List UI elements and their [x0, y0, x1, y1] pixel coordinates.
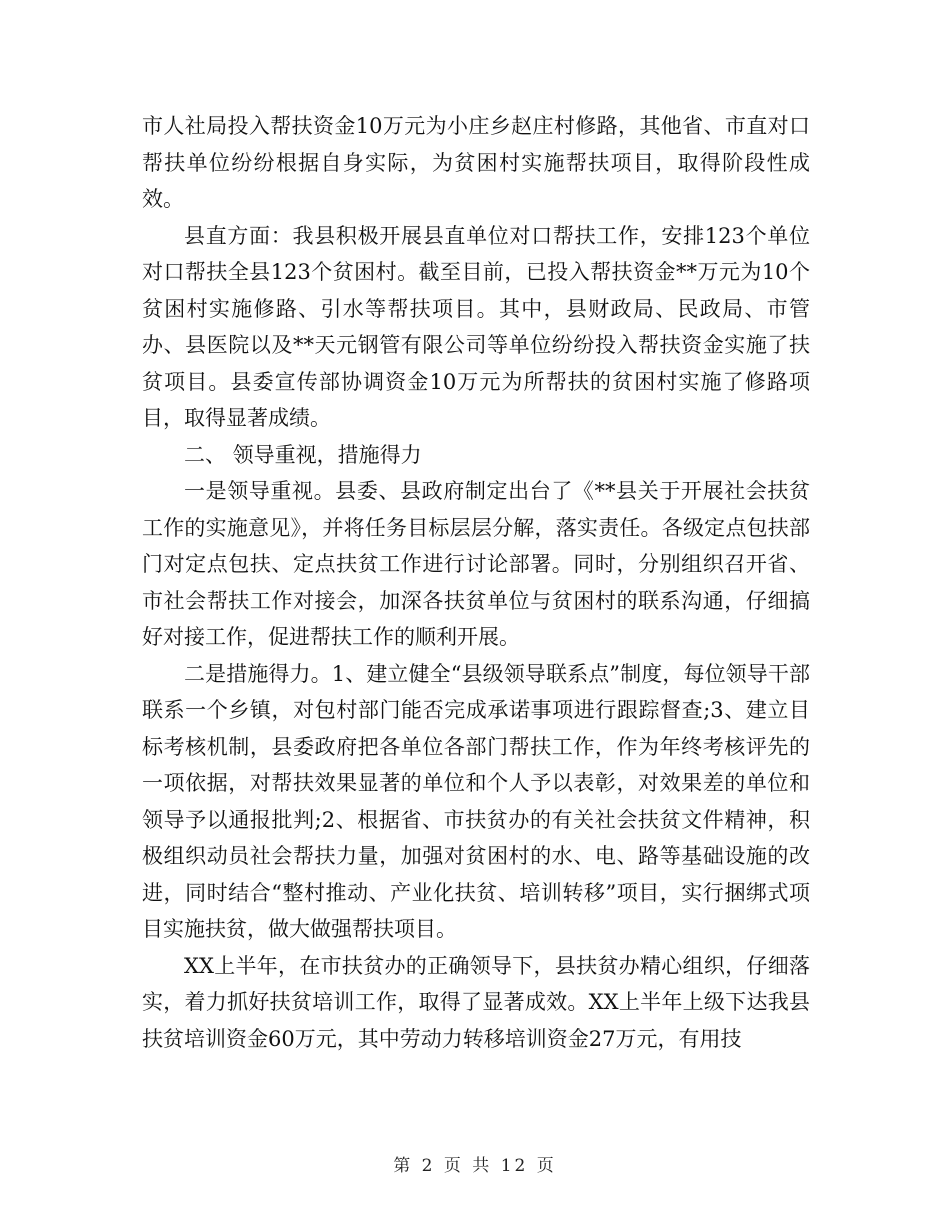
page-number-footer: 第 2 页 共 12 页 — [393, 1156, 557, 1176]
paragraph-continuation: 市人社局投入帮扶资金10万元为小庄乡赵庄村修路，其他省、市直对口帮扶单位纷纷根据自身实际，为贫困村实施帮扶项目，取得阶段性成效。 — [142, 114, 810, 211]
section-heading: 二、 领导重视，措施得力 — [184, 442, 422, 467]
paragraph-county-direct: 县直方面：我县积极开展县直单位对口帮扶工作，安排123个单位对口帮扶全县123个贫困村。截至目前，已投入帮扶资金**万元为10个贫困村实施修路、引水等帮扶项目。其中，县财政局、民政局、市管办、县医院以及**天元钢管有限公司等单位纷纷投入帮扶资金实施了扶贫项目。县委宣传部协调资金10万元为所帮扶的贫困村实施了修路项目，取得显著成绩。 — [142, 223, 810, 430]
paragraph-measures: 二是措施得力。1、建立健全“县级领导联系点”制度，每位领导干部联系一个乡镇，对包村部门能否完成承诺事项进行跟踪督查;3、建立目标考核机制，县委政府把各单位各部门帮扶工作，作为年终考核评先的一项依据，对帮扶效果显著的单位和个人予以表彰，对效果差的单位和领导予以通报批判;2、根据省、市扶贫办的有关社会扶贫文件精神，积极组织动员社会帮扶力量，加强对贫困村的水、电、路等基础设施的改进，同时结合“整村推动、产业化扶贫、培训转移”项目，实行捆绑式项目实施扶贫，做大做强帮扶项目。 — [142, 661, 810, 941]
paragraph-training: XX上半年，在市扶贫办的正确领导下，县扶贫办精心组织，仔细落实，着力抓好扶贫培训工作，取得了显著成效。XX上半年上级下达我县扶贫培训资金60万元，其中劳动力转移培训资金27万元，有用技 — [142, 953, 810, 1051]
document-body — [142, 108, 810, 1057]
paragraph-leadership: 一是领导重视。县委、县政府制定出台了《**县关于开展社会扶贫工作的实施意见》，并将任务目标层层分解，落实责任。各级定点包扶部门对定点包扶、定点扶贫工作进行讨论部署。同时，分别组织召开省、市社会帮扶工作对接会，加深各扶贫单位与贫困村的联系沟通，仔细搞好对接工作，促进帮扶工作的顺利开展。 — [142, 479, 810, 649]
